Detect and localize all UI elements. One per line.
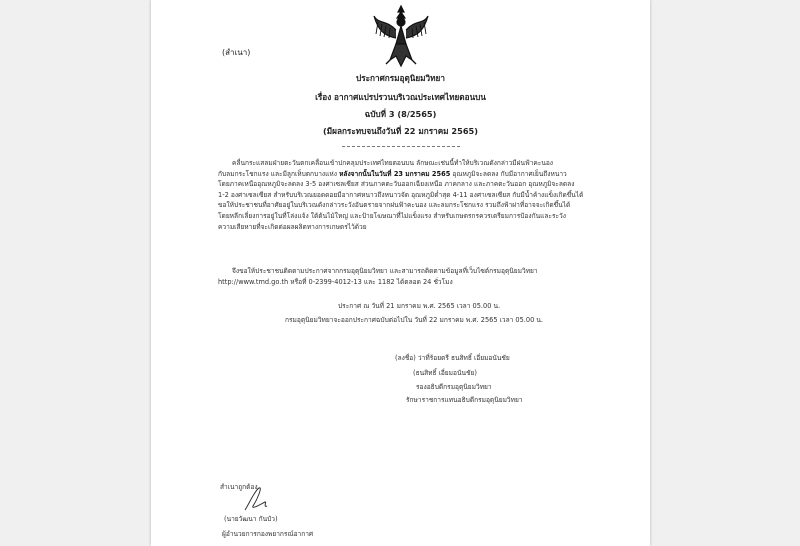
- paragraph-line: โดยหลีกเลี่ยงการอยู่ในที่โล่งแจ้ง ใต้ต้นไม้ใหญ่ และป้ายโฆษณาที่ไม่แข็งแรง สำหรับเกษตรกรควรเตรียมการป้องกันและระวัง: [218, 211, 566, 220]
- paragraph-main: [218, 158, 636, 232]
- paragraph-line: จึงขอให้ประชาชนติดตามประกาศจากกรมอุตุนิยมวิทยา และสามารถติดตามข้อมูลที่เว็บไซต์กรมอุตุนิยมวิทยา: [232, 267, 538, 275]
- signer-position: รองอธิบดีกรมอุตุนิยมวิทยา: [416, 383, 492, 391]
- announcement-subject: เรื่อง อากาศแปรปรวนบริเวณประเทศไทยตอนบน: [315, 92, 486, 102]
- signer-acting: รักษาราชการแทนอธิบดีกรมอุตุนิยมวิทยา: [406, 396, 523, 404]
- true-copy-label: สำเนาถูกต้อง: [220, 483, 258, 491]
- copy-label: (สำเนา): [222, 48, 251, 57]
- paragraph-line-text: กับลมกระโชกแรง และมีลูกเห็บตกบางแห่ง: [218, 169, 337, 178]
- paragraph-line: 1-2 องศาเซลเซียส สำหรับบริเวณยอดดอยมีอากาศหนาวถึงหนาวจัด อุณหภูมิต่ำสุด 4-11 องศาเซลเซียส กับมีน้ำค้างแข็งเกิดขึ้นได้: [218, 190, 584, 199]
- paragraph-line: คลื่นกระแสลมฝ่ายตะวันตกเคลื่อนเข้าปกคลุมประเทศไทยตอนบน ลักษณะเช่นนี้ทำให้บริเวณดังกล่าวมีฝนฟ้าคะนอง: [232, 159, 554, 167]
- document-page: [151, 0, 650, 546]
- signer-name: (ธนสิทธิ์ เอี่ยมอนันชัย): [413, 369, 477, 377]
- announcement-effective: (มีผลกระทบจนถึงวันที่ 22 มกราคม 2565): [323, 126, 478, 136]
- paragraph-line: โดยภาคเหนืออุณหภูมิจะลดลง 3-5 องศาเซลเซียส ส่วนภาคตะวันออกเฉียงเหนือ ภาคกลาง และภาคตะวันออก อุณหภูมิจะลดลง: [218, 180, 575, 189]
- paragraph-line: ความเสียหายที่จะเกิดต่อผลผลิตทางการเกษตรไว้ด้วย: [218, 222, 367, 231]
- announcement-title: ประกาศกรมอุตุนิยมวิทยา: [356, 73, 445, 83]
- paragraph-line: [218, 169, 636, 180]
- paragraph-line-tail: อุณหภูมิจะลดลง กับมีอากาศเย็นถึงหนาว: [450, 169, 567, 178]
- paragraph-contact: [218, 266, 636, 287]
- certifier-name: (นายวัฒนา กันบัว): [224, 515, 278, 523]
- announced-at: ประกาศ ณ วันที่ 21 มกราคม พ.ศ. 2565 เวลา 05.00 น.: [338, 302, 501, 310]
- handwritten-signature: [241, 484, 271, 516]
- next-issue: กรมอุตุนิยมวิทยาจะออกประกาศฉบับต่อไปใน วันที่ 22 มกราคม พ.ศ. 2565 เวลา 05.00 น.: [285, 316, 543, 324]
- certifier-title: ผู้อำนวยการกองพยากรณ์อากาศ: [222, 530, 314, 538]
- paragraph-line: ขอให้ประชาชนที่อาศัยอยู่ในบริเวณดังกล่าวระวังอันตรายจากฝนฟ้าคะนอง และลมกระโชกแรง รวมถึงฟ้าผ่าที่อาจจะเกิดขึ้นได้: [218, 201, 571, 210]
- paragraph-emphasis: หลังจากนั้นในวันที่ 23 มกราคม 2565: [339, 169, 451, 178]
- signed-by: (ลงชื่อ) ว่าที่ร้อยตรี ธนสิทธิ์ เอี่ยมอนันชัย: [395, 354, 510, 362]
- paragraph-line: http://www.tmd.go.th หรือที่ 0-2399-4012-13 และ 1182 ได้ตลอด 24 ชั่วโมง: [218, 277, 453, 286]
- announcement-issue: ฉบับที่ 3 (8/2565): [364, 109, 437, 119]
- title-divider: [342, 146, 460, 147]
- garuda-emblem-icon: [372, 4, 430, 68]
